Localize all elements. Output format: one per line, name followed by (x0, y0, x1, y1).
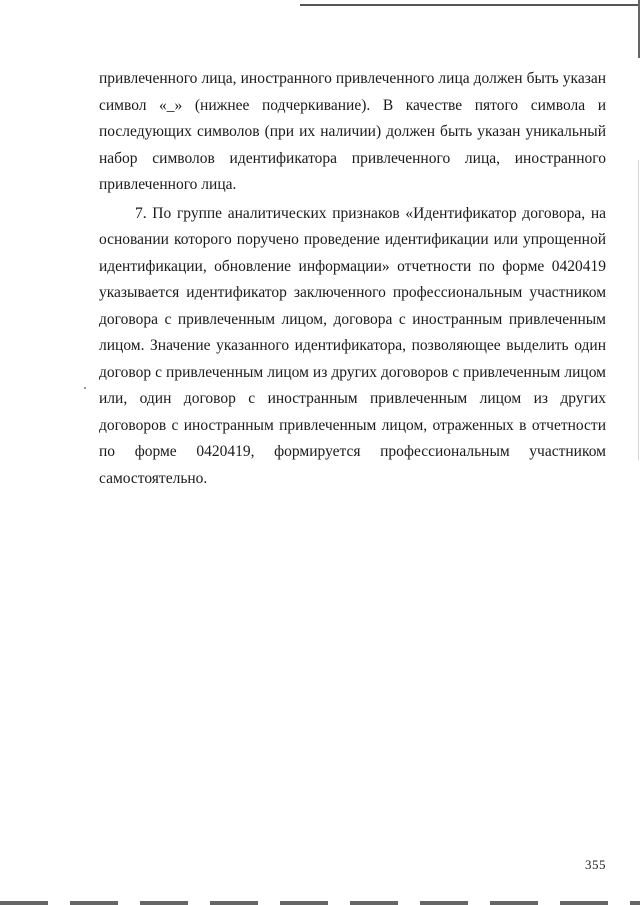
paragraph-continuation: привлеченного лица, иностранного привлеченного лица должен быть указан символ «_» (нижнее подчеркивание). В качестве пятого символа и последующих символов (при их наличии) должен быть указан уникальный набор символов идентификатора привлеченного лица, иностранного привлеченного лица. (99, 70, 606, 193)
page-number: 355 (585, 857, 606, 872)
scan-border-line (300, 4, 640, 6)
paragraph-item-7: 7. По группе аналитических признаков «Идентификатор договора, на основании которого поручено проведение идентификации или упрощенной идентификации, обновление информации» отчетности по форме 0420419 указывается идентификатор заключенного профессиональным участником договора с привлеченным лицом, договора с иностранным привлеченным лицом. Значение указанного идентификатора, позволяющее выделить один договор с привлеченным лицом из других договоров с привлеченным лицом или, один договор с иностранным привлеченным лицом из других договоров с иностранным привлеченным лицом, отраженных в отчетности по форме 0420419, формируется профессиональным участником самостоятельно. (99, 204, 606, 487)
scan-border-dashes (0, 901, 640, 905)
scan-edge-shadow (638, 160, 639, 460)
document-body (99, 66, 606, 492)
scan-speck (84, 387, 86, 389)
